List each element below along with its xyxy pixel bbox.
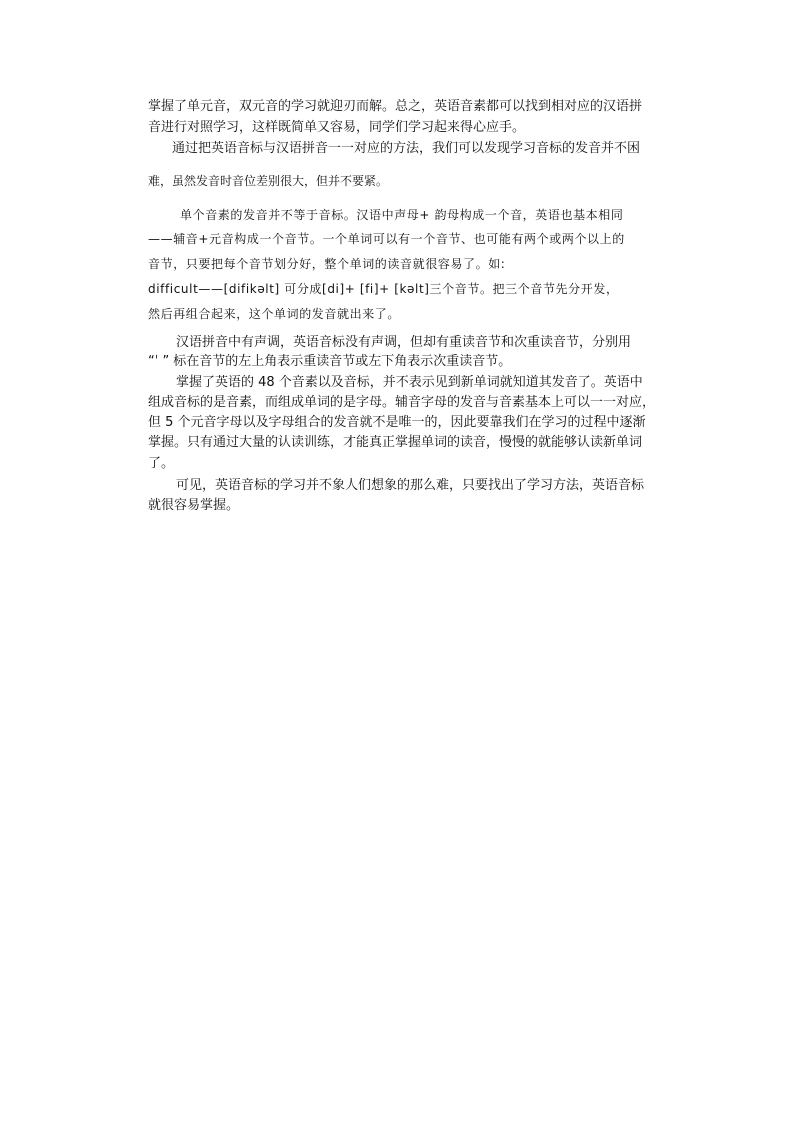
- paragraph-line: 可见，英语音标的学习并不象人们想象的那么难，只要找出了学习方法，英语音标: [176, 478, 645, 493]
- paragraph-line: 通过把英语音标与汉语拼音一一对应的方法，我们可以发现学习音标的发音并不困: [172, 141, 641, 156]
- text-line: 组成音标的是音素，而组成单词的是字母。辅音字母的发音与音素基本上可以一一对应，: [148, 395, 656, 410]
- text-line: 掌握了单元音，双元音的学习就迎刃而解。总之，英语音素都可以找到相对应的汉语拼: [148, 99, 643, 114]
- text-line: 音进行对照学习，这样既简单又容易，同学们学习起来得心应手。: [148, 120, 526, 135]
- text-line: 掌握。只有通过大量的认读训练，才能真正掌握单词的读音，慢慢的就能够认读新单词: [148, 435, 643, 450]
- text-line: 但 5 个元音字母以及字母组合的发音就不是唯一的，因此要靠我们在学习的过程中逐渐: [148, 415, 646, 430]
- text-line: difficult——[difikəlt] 可分成[di]+ [fi]+ [kəlt]三个音节。把三个音节先分开发，: [148, 282, 619, 296]
- paragraph-line: 汉语拼音中有声调，英语音标没有声调，但却有重读音节和次重读音节，分别用: [176, 335, 632, 350]
- text-line: ——辅音+元音构成一个音节。一个单词可以有一个音节、也可能有两个或两个以上的: [148, 232, 625, 246]
- text-line: 音节，只要把每个音节划分好，整个单词的读音就很容易了。如:: [148, 257, 506, 271]
- text-line: 难，虽然发音时音位差别很大，但并不要紧。: [148, 174, 389, 188]
- text-line: 就很容易掌握。: [148, 498, 240, 513]
- paragraph-line: 单个音素的发音并不等于音标。汉语中声母+ 韵母构成一个音，英语也基本相同: [180, 208, 624, 222]
- text-line: 然后再组合起来，这个单词的发音就出来了。: [148, 307, 401, 321]
- text-line: “ˈ ” 标在音节的左上角表示重读音节或左下角表示次重读音节。: [148, 354, 512, 369]
- paragraph-line: 掌握了英语的 48 个音素以及音标，并不表示见到新单词就知道其发音了。英语中: [176, 375, 643, 390]
- text-line: 了。: [148, 456, 175, 471]
